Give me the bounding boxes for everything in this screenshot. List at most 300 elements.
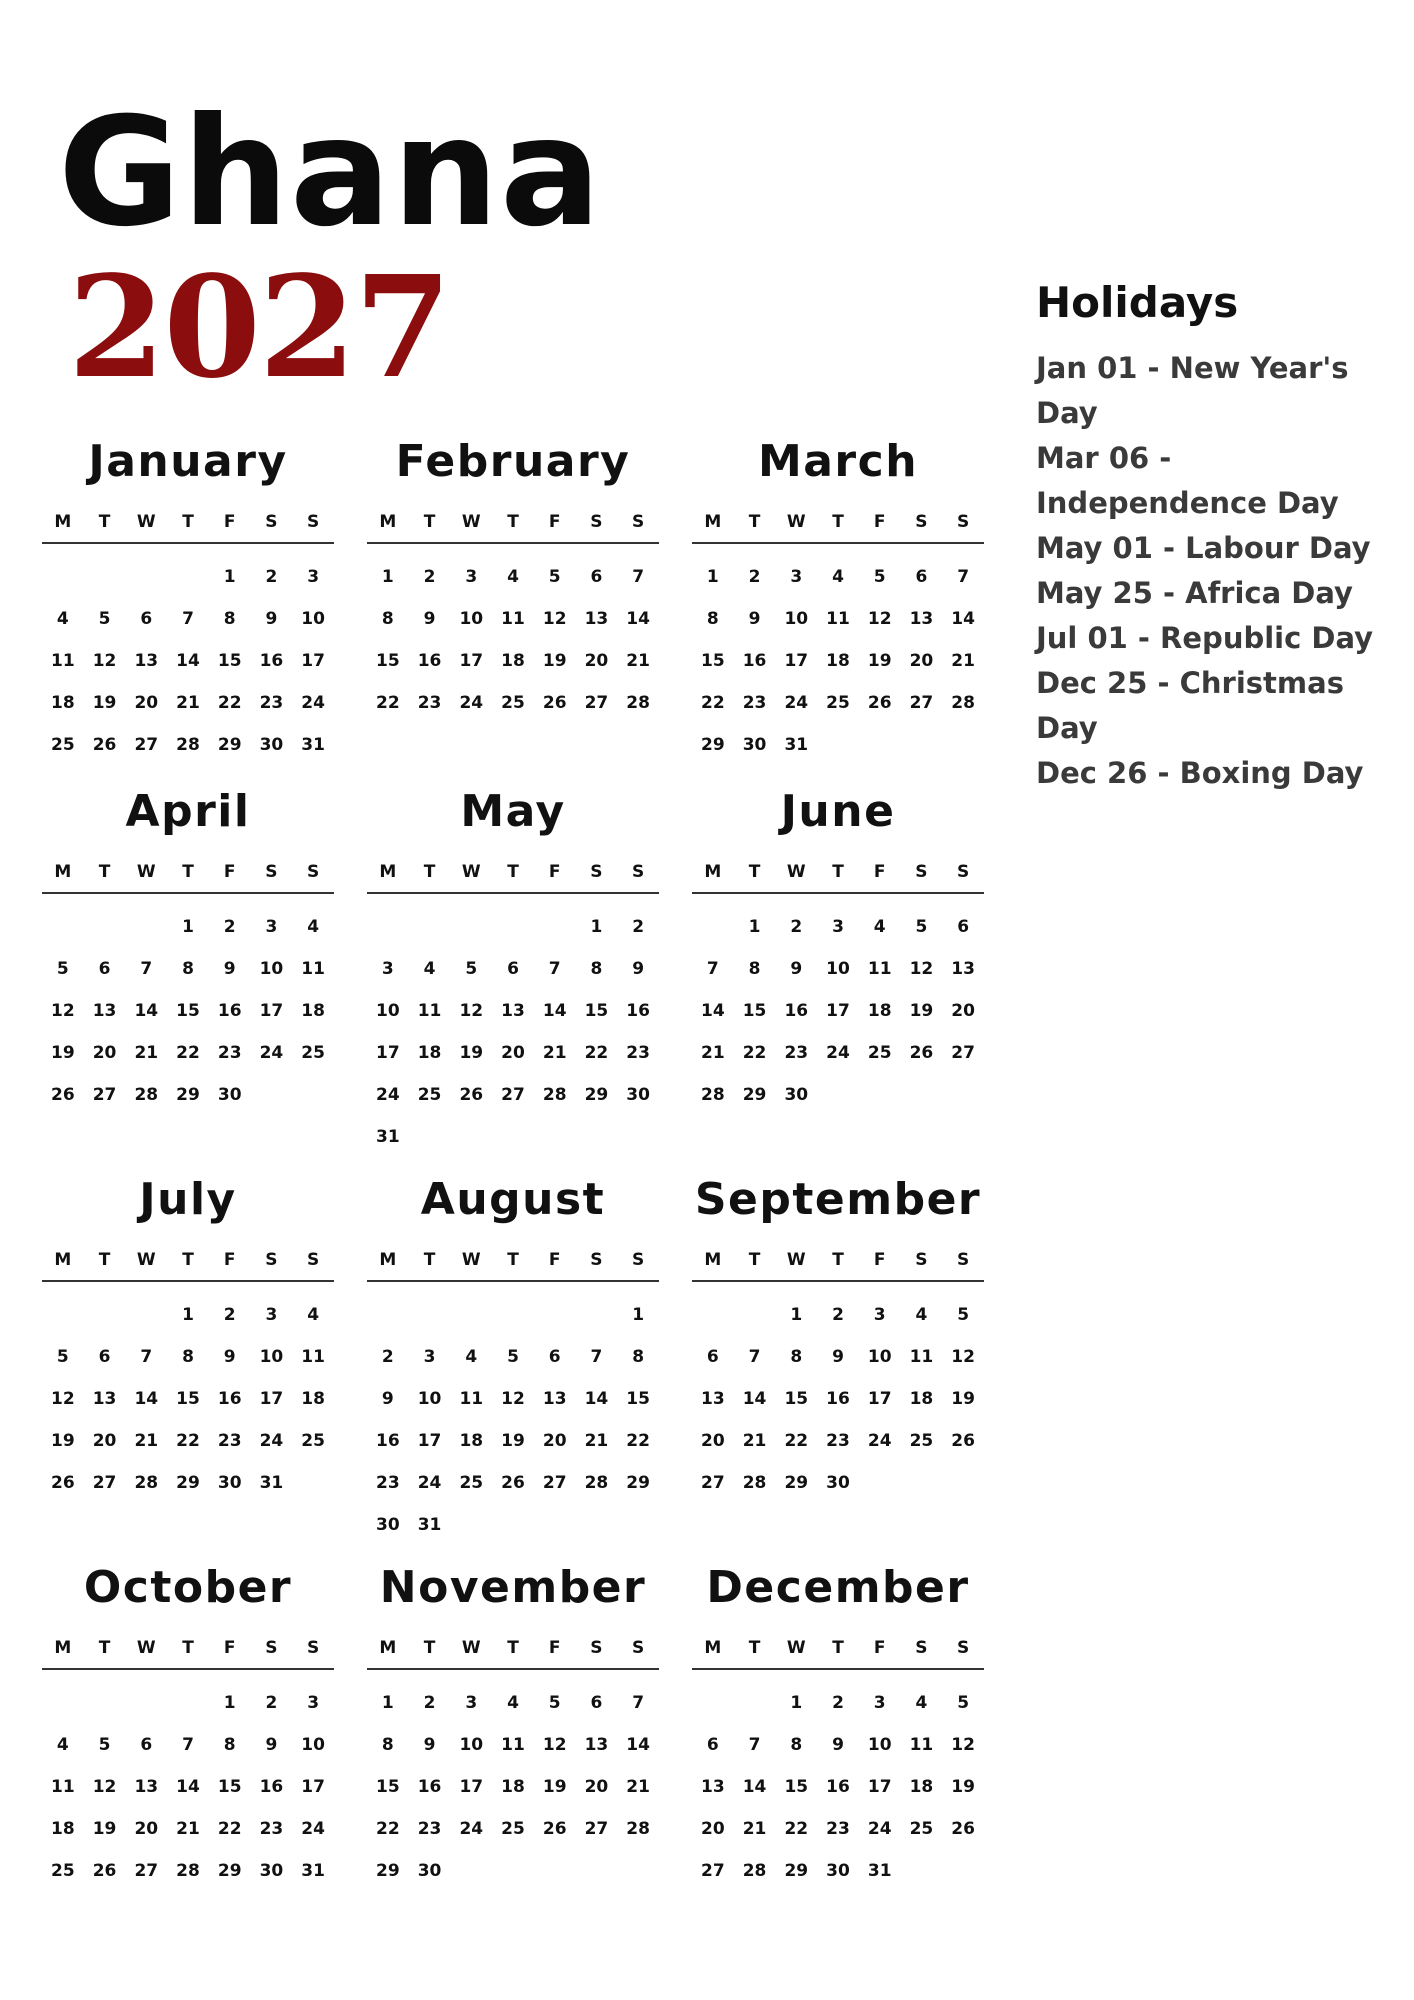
day-cell: 2: [632, 917, 645, 937]
day-cell: 3: [307, 1693, 320, 1713]
week-row: [692, 1724, 984, 1766]
day-cell: 11: [909, 1347, 934, 1367]
weekday-label: S: [265, 512, 278, 532]
week-row: [42, 1850, 334, 1892]
week-row: [42, 1766, 334, 1808]
day-grid: [692, 1294, 984, 1504]
day-cell: 2: [832, 1693, 844, 1713]
day-cell: 6: [140, 609, 153, 629]
weekday-label: S: [957, 1638, 970, 1658]
day-cell: 22: [217, 1819, 242, 1839]
day-cell: 28: [951, 693, 975, 713]
day-cell: 31: [301, 735, 325, 755]
week-row: [692, 1336, 984, 1378]
day-cell: 29: [784, 1473, 809, 1493]
day-cell: 9: [381, 1389, 394, 1409]
weekday-label: T: [832, 862, 844, 882]
day-cell: 30: [259, 735, 284, 755]
weekday-label: S: [307, 1638, 320, 1658]
week-row: [692, 682, 984, 724]
day-cell: 20: [584, 1777, 609, 1797]
day-cell: 4: [507, 567, 519, 587]
day-cell: 17: [259, 1389, 284, 1409]
month-title: March: [757, 436, 919, 487]
day-cell: 21: [584, 1431, 609, 1451]
day-cell: 21: [701, 1043, 725, 1063]
day-cell: 4: [873, 917, 886, 937]
day-cell: 3: [465, 567, 478, 587]
day-grid: [367, 556, 659, 724]
day-cell: 22: [217, 693, 242, 713]
day-cell: 7: [182, 1735, 194, 1755]
day-cell: 14: [134, 1389, 159, 1409]
day-grid: [692, 556, 984, 766]
day-cell: 20: [701, 1431, 725, 1451]
day-cell: 14: [584, 1389, 609, 1409]
week-row: [367, 598, 659, 640]
day-cell: 8: [790, 1735, 803, 1755]
day-cell: 11: [501, 609, 525, 629]
day-cell: 4: [832, 567, 844, 587]
week-row: [42, 556, 334, 598]
week-row: [367, 1378, 659, 1420]
day-cell: 8: [632, 1347, 645, 1367]
day-cell: 7: [748, 1347, 761, 1367]
day-cell: 9: [790, 959, 803, 979]
day-cell: 23: [376, 1473, 400, 1493]
day-cell: 4: [915, 1305, 928, 1325]
weekday-label: S: [307, 862, 320, 882]
day-cell: 8: [381, 1735, 394, 1755]
day-cell: 12: [542, 609, 567, 629]
day-cell: 10: [867, 1735, 892, 1755]
day-cell: 1: [182, 1305, 194, 1325]
month-april: [42, 786, 334, 1178]
week-row: [42, 1462, 334, 1504]
week-row: [367, 990, 659, 1032]
day-cell: 10: [259, 959, 284, 979]
day-cell: 13: [584, 1735, 609, 1755]
weekday-label: S: [307, 1250, 320, 1270]
months-grid: [42, 436, 1002, 1906]
weekday-label: M: [54, 1638, 72, 1658]
day-cell: 2: [832, 1305, 844, 1325]
weekday-label: F: [548, 1250, 561, 1270]
day-cell: 8: [590, 959, 603, 979]
day-cell: 25: [867, 1043, 892, 1063]
day-cell: 2: [423, 567, 436, 587]
day-cell: 15: [584, 1001, 609, 1021]
day-cell: 6: [590, 1693, 603, 1713]
weekday-label: T: [748, 1250, 761, 1270]
week-row: [692, 598, 984, 640]
day-cell: 19: [51, 1431, 75, 1451]
holiday-item: Dec 26 - Boxing Day: [1036, 756, 1364, 791]
day-cell: 8: [790, 1347, 803, 1367]
day-cell: 18: [501, 651, 525, 671]
week-row: [367, 682, 659, 724]
day-cell: 8: [381, 609, 394, 629]
day-cell: 23: [259, 1819, 284, 1839]
weekday-header: [42, 862, 334, 894]
day-cell: 9: [632, 959, 645, 979]
day-cell: 12: [51, 1389, 75, 1409]
day-cell: 11: [301, 959, 325, 979]
day-cell: 22: [742, 1043, 767, 1063]
day-cell: 19: [909, 1001, 934, 1021]
day-cell: 17: [301, 651, 325, 671]
day-cell: 19: [867, 651, 892, 671]
day-cell: 16: [784, 1001, 809, 1021]
day-cell: 25: [459, 1473, 484, 1493]
day-cell: 5: [56, 959, 69, 979]
holiday-list: [1036, 346, 1386, 796]
day-cell: 13: [701, 1777, 725, 1797]
day-cell: 10: [376, 1001, 400, 1021]
week-row: [692, 1766, 984, 1808]
day-cell: 15: [376, 651, 400, 671]
day-cell: 24: [867, 1819, 892, 1839]
day-cell: 17: [301, 1777, 325, 1797]
day-cell: 21: [626, 1777, 650, 1797]
day-cell: 18: [301, 1001, 325, 1021]
weekday-label: T: [748, 512, 761, 532]
day-cell: 14: [134, 1001, 159, 1021]
day-cell: 11: [417, 1001, 442, 1021]
day-cell: 28: [742, 1861, 767, 1881]
week-row: [367, 1766, 659, 1808]
day-cell: 11: [867, 959, 892, 979]
day-cell: 7: [957, 567, 970, 587]
day-cell: 12: [92, 651, 117, 671]
day-cell: 12: [909, 959, 934, 979]
day-cell: 11: [51, 651, 75, 671]
day-cell: 3: [423, 1347, 436, 1367]
weekday-label: M: [379, 1250, 397, 1270]
weekday-label: T: [182, 512, 194, 532]
day-cell: 24: [301, 693, 325, 713]
month-title: January: [88, 436, 288, 487]
day-cell: 30: [217, 1473, 242, 1493]
week-row: [692, 556, 984, 598]
day-cell: 6: [98, 959, 111, 979]
day-cell: 24: [259, 1043, 284, 1063]
day-cell: 27: [584, 1819, 609, 1839]
weekday-header: [42, 1638, 334, 1670]
day-cell: 29: [626, 1473, 650, 1493]
weekday-label: F: [548, 862, 561, 882]
day-cell: 22: [176, 1431, 200, 1451]
day-cell: 14: [701, 1001, 725, 1021]
weekday-header: [42, 1250, 334, 1282]
day-cell: 26: [51, 1473, 75, 1493]
day-cell: 26: [951, 1431, 975, 1451]
week-row: [692, 1462, 984, 1504]
day-cell: 23: [417, 693, 442, 713]
week-row: [42, 640, 334, 682]
week-row: [692, 1294, 984, 1336]
day-cell: 17: [867, 1389, 892, 1409]
week-row: [367, 1808, 659, 1850]
weekday-label: F: [548, 512, 561, 532]
day-cell: 3: [873, 1305, 886, 1325]
weekday-header: [367, 1638, 659, 1670]
day-cell: 1: [223, 567, 236, 587]
day-cell: 6: [706, 1347, 719, 1367]
day-cell: 19: [92, 693, 117, 713]
day-cell: 21: [742, 1431, 767, 1451]
day-cell: 21: [176, 693, 200, 713]
weekday-label: T: [98, 862, 111, 882]
day-cell: 3: [873, 1693, 886, 1713]
day-grid: [42, 1682, 334, 1892]
day-cell: 4: [423, 959, 436, 979]
day-cell: 22: [784, 1819, 809, 1839]
day-cell: 1: [223, 1693, 236, 1713]
week-row: [42, 1032, 334, 1074]
day-cell: 15: [784, 1389, 809, 1409]
day-cell: 9: [423, 609, 436, 629]
day-cell: 5: [98, 609, 111, 629]
day-cell: 26: [542, 1819, 567, 1839]
weekday-label: F: [223, 862, 236, 882]
weekday-label: T: [832, 512, 844, 532]
day-cell: 9: [223, 959, 236, 979]
day-cell: 18: [51, 1819, 75, 1839]
day-cell: 30: [742, 735, 767, 755]
weekday-label: W: [461, 1638, 481, 1658]
holiday-item: Jul 01 - Republic Day: [1036, 621, 1374, 656]
day-cell: 22: [376, 693, 400, 713]
day-cell: 4: [307, 1305, 320, 1325]
week-row: [42, 1074, 334, 1116]
day-cell: 28: [134, 1473, 159, 1493]
day-cell: 3: [307, 567, 320, 587]
day-cell: 29: [701, 735, 725, 755]
week-row: [692, 1032, 984, 1074]
weekday-label: T: [98, 1638, 111, 1658]
day-cell: 1: [381, 1693, 394, 1713]
week-row: [692, 948, 984, 990]
day-cell: 24: [784, 693, 809, 713]
weekday-label: T: [423, 1638, 436, 1658]
weekday-label: S: [265, 1250, 278, 1270]
month-title: November: [379, 1562, 647, 1613]
weekday-header: [692, 1638, 984, 1670]
weekday-label: F: [223, 1638, 236, 1658]
weekday-header: [367, 1250, 659, 1282]
weekday-label: F: [873, 1638, 886, 1658]
weekday-label: W: [786, 512, 806, 532]
weekday-label: F: [223, 512, 236, 532]
week-row: [42, 598, 334, 640]
day-cell: 27: [951, 1043, 975, 1063]
week-row: [42, 1378, 334, 1420]
weekday-label: W: [136, 862, 156, 882]
weekday-header: [42, 512, 334, 544]
week-row: [367, 1850, 659, 1892]
weekday-label: T: [507, 512, 519, 532]
day-cell: 29: [742, 1085, 767, 1105]
month-february: [367, 436, 659, 790]
day-cell: 9: [832, 1735, 844, 1755]
week-row: [42, 1420, 334, 1462]
weekday-label: S: [632, 1250, 645, 1270]
holidays-title: Holidays: [1036, 278, 1239, 327]
day-cell: 25: [301, 1431, 325, 1451]
day-cell: 17: [259, 1001, 284, 1021]
day-grid: [367, 1294, 659, 1546]
weekday-label: T: [507, 1250, 519, 1270]
day-cell: 29: [217, 1861, 242, 1881]
weekday-label: M: [54, 512, 72, 532]
month-march: [692, 436, 984, 790]
day-cell: 1: [381, 567, 394, 587]
day-cell: 12: [459, 1001, 484, 1021]
day-cell: 13: [542, 1389, 567, 1409]
day-cell: 31: [417, 1515, 442, 1535]
day-cell: 10: [301, 609, 325, 629]
weekday-label: T: [423, 512, 436, 532]
weekday-label: S: [915, 1638, 928, 1658]
weekday-label: T: [832, 1250, 844, 1270]
week-row: [367, 1336, 659, 1378]
day-cell: 25: [51, 735, 75, 755]
day-cell: 12: [867, 609, 892, 629]
day-cell: 10: [301, 1735, 325, 1755]
weekday-label: M: [379, 862, 397, 882]
day-cell: 23: [742, 693, 767, 713]
day-cell: 27: [134, 735, 159, 755]
weekday-label: T: [507, 862, 519, 882]
day-cell: 24: [459, 693, 484, 713]
day-cell: 17: [417, 1431, 442, 1451]
weekday-label: S: [590, 512, 603, 532]
holidays-panel: [1036, 278, 1386, 796]
day-cell: 20: [584, 651, 609, 671]
weekday-label: W: [461, 862, 481, 882]
weekday-label: W: [461, 512, 481, 532]
weekday-label: T: [182, 1638, 194, 1658]
weekday-label: S: [915, 512, 928, 532]
day-cell: 28: [742, 1473, 767, 1493]
weekday-label: S: [590, 862, 603, 882]
day-cell: 28: [626, 1819, 650, 1839]
day-cell: 18: [417, 1043, 442, 1063]
day-cell: 10: [867, 1347, 892, 1367]
day-cell: 20: [542, 1431, 567, 1451]
day-cell: 25: [301, 1043, 325, 1063]
weekday-label: M: [704, 1250, 722, 1270]
day-cell: 28: [542, 1085, 567, 1105]
day-cell: 27: [701, 1473, 725, 1493]
weekday-label: T: [748, 1638, 761, 1658]
day-cell: 7: [748, 1735, 761, 1755]
day-cell: 2: [748, 567, 761, 587]
day-cell: 16: [259, 651, 284, 671]
day-cell: 16: [826, 1389, 850, 1409]
day-cell: 28: [626, 693, 650, 713]
day-cell: 19: [542, 651, 567, 671]
weekday-header: [367, 862, 659, 894]
day-cell: 31: [301, 1861, 325, 1881]
day-cell: 3: [465, 1693, 478, 1713]
weekday-label: M: [704, 862, 722, 882]
week-row: [367, 1116, 659, 1158]
day-cell: 21: [134, 1431, 159, 1451]
day-cell: 8: [748, 959, 761, 979]
day-cell: 26: [92, 1861, 117, 1881]
day-grid: [42, 906, 334, 1116]
day-cell: 16: [417, 1777, 442, 1797]
day-cell: 14: [951, 609, 975, 629]
day-cell: 25: [826, 693, 850, 713]
day-cell: 1: [706, 567, 719, 587]
week-row: [367, 556, 659, 598]
day-cell: 20: [134, 1819, 159, 1839]
day-cell: 5: [548, 567, 561, 587]
month-may: [367, 786, 659, 1178]
holiday-item: May 01 - Labour Day: [1036, 531, 1371, 566]
weekday-label: T: [182, 1250, 194, 1270]
day-grid: [367, 906, 659, 1158]
week-row: [692, 1682, 984, 1724]
day-cell: 3: [832, 917, 844, 937]
day-cell: 26: [909, 1043, 934, 1063]
day-cell: 3: [265, 917, 278, 937]
day-cell: 26: [951, 1819, 975, 1839]
day-cell: 22: [584, 1043, 609, 1063]
weekday-label: M: [379, 512, 397, 532]
day-cell: 19: [459, 1043, 484, 1063]
weekday-label: W: [786, 862, 806, 882]
weekday-label: S: [957, 1250, 970, 1270]
week-row: [42, 906, 334, 948]
day-cell: 29: [376, 1861, 400, 1881]
day-cell: 14: [626, 1735, 650, 1755]
day-cell: 4: [56, 609, 69, 629]
day-cell: 1: [790, 1305, 803, 1325]
week-row: [42, 1724, 334, 1766]
week-row: [692, 1850, 984, 1892]
week-row: [692, 1808, 984, 1850]
day-cell: 27: [584, 693, 609, 713]
day-cell: 16: [742, 651, 767, 671]
day-cell: 30: [217, 1085, 242, 1105]
day-cell: 28: [701, 1085, 725, 1105]
month-october: [42, 1562, 334, 1906]
month-december: [692, 1562, 984, 1906]
month-june: [692, 786, 984, 1178]
holiday-item: May 25 - Africa Day: [1036, 576, 1353, 611]
weekday-label: T: [423, 1250, 436, 1270]
month-january: [42, 436, 334, 790]
week-row: [692, 906, 984, 948]
day-cell: 8: [182, 1347, 194, 1367]
day-cell: 29: [784, 1861, 809, 1881]
day-cell: 2: [381, 1347, 394, 1367]
day-cell: 20: [951, 1001, 975, 1021]
weekday-label: S: [957, 512, 970, 532]
day-cell: 9: [423, 1735, 436, 1755]
month-title: October: [83, 1562, 293, 1613]
weekday-label: M: [704, 1638, 722, 1658]
month-november: [367, 1562, 659, 1906]
day-cell: 10: [459, 609, 484, 629]
month-title: September: [694, 1174, 982, 1225]
day-cell: 25: [909, 1431, 934, 1451]
week-row: [42, 682, 334, 724]
